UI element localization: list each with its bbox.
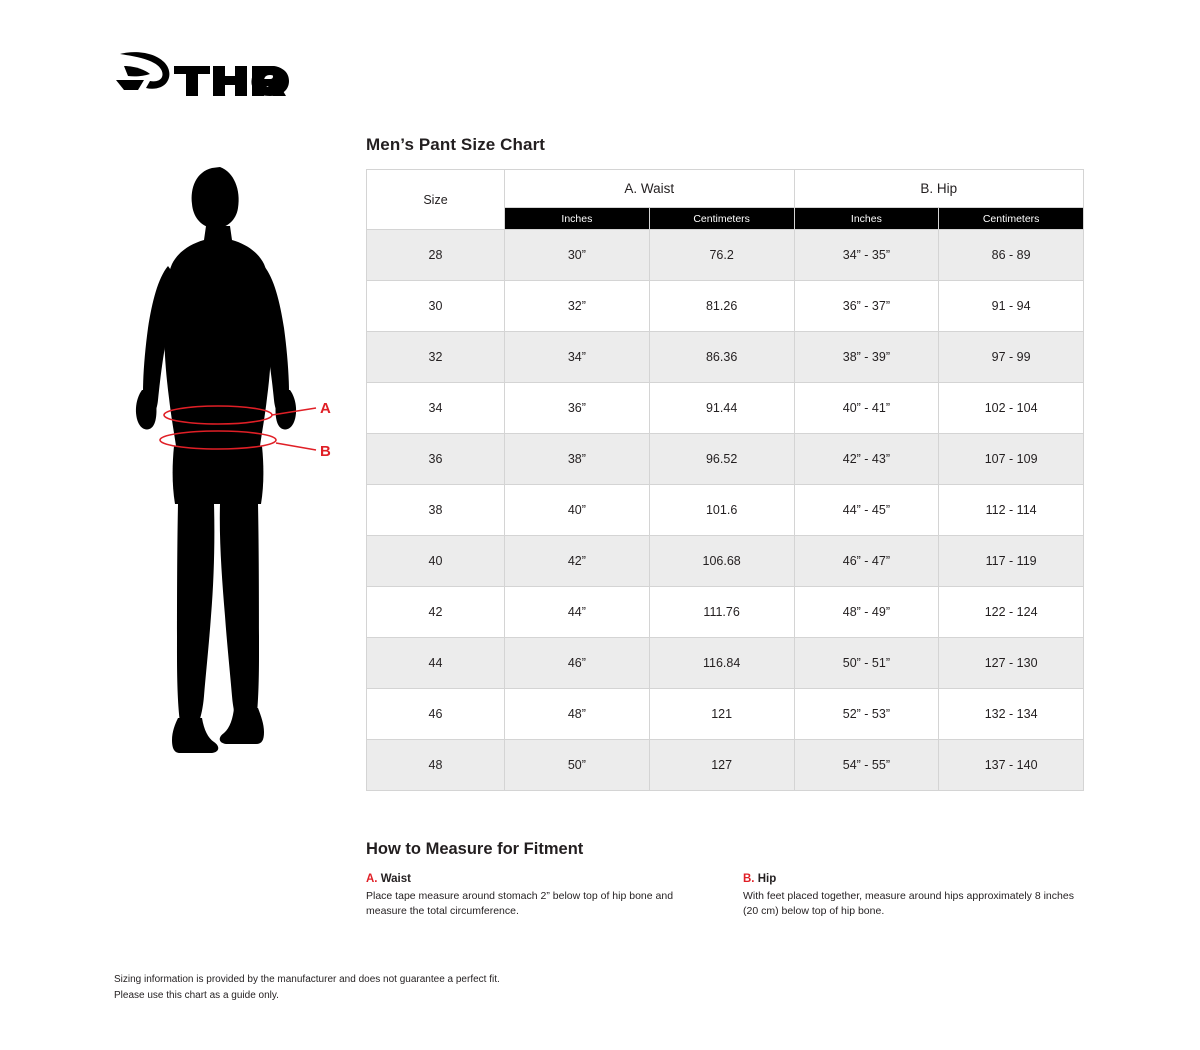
cell-waist-inches: 44”	[505, 587, 650, 638]
cell-size: 38	[367, 485, 505, 536]
cell-waist-inches: 42”	[505, 536, 650, 587]
cell-size: 32	[367, 332, 505, 383]
cell-waist-centimeters: 76.2	[649, 230, 794, 281]
marker-b-label: B	[320, 443, 331, 460]
cell-hip-inches: 38” - 39”	[794, 332, 939, 383]
table-header	[367, 170, 1084, 230]
cell-waist-inches: 48”	[505, 689, 650, 740]
how-to-measure-name-waist: Waist	[380, 873, 411, 885]
cell-hip-inches: 36” - 37”	[794, 281, 939, 332]
cell-waist-centimeters: 106.68	[649, 536, 794, 587]
column-header-hip-inches: Inches	[794, 208, 939, 230]
how-to-measure-item-hip	[743, 873, 1086, 919]
cell-hip-inches: 50” - 51”	[794, 638, 939, 689]
cell-size: 44	[367, 638, 505, 689]
cell-waist-inches: 38”	[505, 434, 650, 485]
table-row	[367, 332, 1084, 383]
table-row	[367, 689, 1084, 740]
column-group-hip: B. Hip	[794, 170, 1084, 208]
cell-waist-centimeters: 101.6	[649, 485, 794, 536]
marker-b-text: B.	[743, 873, 755, 885]
marker-a-label: A	[320, 400, 331, 417]
table-row	[367, 485, 1084, 536]
column-group-waist: A. Waist	[505, 170, 795, 208]
disclaimer-line-1: Sizing information is provided by the manufacturer and does not guarantee a perfect fit.	[114, 974, 500, 985]
cell-size: 42	[367, 587, 505, 638]
cell-hip-centimeters: 117 - 119	[939, 536, 1084, 587]
cell-waist-centimeters: 81.26	[649, 281, 794, 332]
cell-hip-centimeters: 127 - 130	[939, 638, 1084, 689]
table-row	[367, 383, 1084, 434]
cell-hip-centimeters: 137 - 140	[939, 740, 1084, 791]
column-header-waist-centimeters: Centimeters	[649, 208, 794, 230]
cell-waist-centimeters: 116.84	[649, 638, 794, 689]
cell-hip-inches: 44” - 45”	[794, 485, 939, 536]
cell-waist-inches: 36”	[505, 383, 650, 434]
how-to-measure-text-waist: Place tape measure around stomach 2” below top of hip bone and measure the total circumference.	[366, 890, 674, 918]
cell-hip-centimeters: 97 - 99	[939, 332, 1084, 383]
table-row	[367, 281, 1084, 332]
how-to-measure-name-hip: Hip	[757, 873, 777, 885]
male-body-silhouette-icon	[120, 160, 360, 770]
cell-hip-inches: 40” - 41”	[794, 383, 939, 434]
table-row	[367, 638, 1084, 689]
cell-waist-inches: 30”	[505, 230, 650, 281]
table-header-groups	[367, 170, 1084, 208]
cell-size: 36	[367, 434, 505, 485]
table-row	[367, 740, 1084, 791]
table-row	[367, 587, 1084, 638]
cell-waist-inches: 34”	[505, 332, 650, 383]
cell-hip-inches: 42” - 43”	[794, 434, 939, 485]
cell-waist-inches: 46”	[505, 638, 650, 689]
cell-hip-centimeters: 122 - 124	[939, 587, 1084, 638]
cell-hip-centimeters: 112 - 114	[939, 485, 1084, 536]
disclaimer	[114, 972, 500, 1003]
cell-waist-inches: 50”	[505, 740, 650, 791]
disclaimer-line-2: Please use this chart as a guide only.	[114, 989, 279, 1001]
thor-helmet-logo	[114, 50, 294, 106]
table-row	[367, 536, 1084, 587]
size-chart-table	[366, 169, 1084, 791]
page-title: Men’s Pant Size Chart	[366, 135, 546, 154]
cell-hip-inches: 52” - 53”	[794, 689, 939, 740]
brand-logo	[114, 50, 294, 106]
cell-hip-centimeters: 107 - 109	[939, 434, 1084, 485]
cell-waist-centimeters: 127	[649, 740, 794, 791]
cell-size: 28	[367, 230, 505, 281]
how-to-measure-title: How to Measure for Fitment	[366, 840, 584, 858]
how-to-measure-text-hip: With feet placed together, measure around hips approximately 8 inches (20 cm) below top of hip bone.	[743, 890, 1074, 918]
cell-waist-centimeters: 96.52	[649, 434, 794, 485]
size-chart-block	[366, 135, 1084, 791]
cell-size: 40	[367, 536, 505, 587]
cell-hip-centimeters: 132 - 134	[939, 689, 1084, 740]
cell-hip-centimeters: 102 - 104	[939, 383, 1084, 434]
column-header-size: Size	[367, 170, 505, 230]
how-to-measure-item-waist	[366, 873, 709, 919]
column-header-hip-centimeters: Centimeters	[939, 208, 1084, 230]
cell-waist-centimeters: 121	[649, 689, 794, 740]
how-to-measure-section	[366, 840, 1086, 919]
marker-a-text: A.	[366, 873, 378, 885]
cell-waist-inches: 40”	[505, 485, 650, 536]
cell-waist-centimeters: 91.44	[649, 383, 794, 434]
cell-size: 30	[367, 281, 505, 332]
column-header-waist-inches: Inches	[505, 208, 650, 230]
cell-waist-centimeters: 111.76	[649, 587, 794, 638]
cell-hip-inches: 46” - 47”	[794, 536, 939, 587]
cell-hip-inches: 54” - 55”	[794, 740, 939, 791]
cell-size: 46	[367, 689, 505, 740]
cell-waist-centimeters: 86.36	[649, 332, 794, 383]
table-row	[367, 230, 1084, 281]
how-to-measure-label-hip	[743, 873, 1086, 885]
cell-hip-centimeters: 86 - 89	[939, 230, 1084, 281]
cell-size: 48	[367, 740, 505, 791]
table-body	[367, 230, 1084, 791]
cell-hip-inches: 48” - 49”	[794, 587, 939, 638]
cell-size: 34	[367, 383, 505, 434]
cell-hip-inches: 34” - 35”	[794, 230, 939, 281]
cell-waist-inches: 32”	[505, 281, 650, 332]
how-to-measure-label-waist	[366, 873, 709, 885]
body-measurement-diagram	[120, 160, 360, 770]
table-row	[367, 434, 1084, 485]
cell-hip-centimeters: 91 - 94	[939, 281, 1084, 332]
